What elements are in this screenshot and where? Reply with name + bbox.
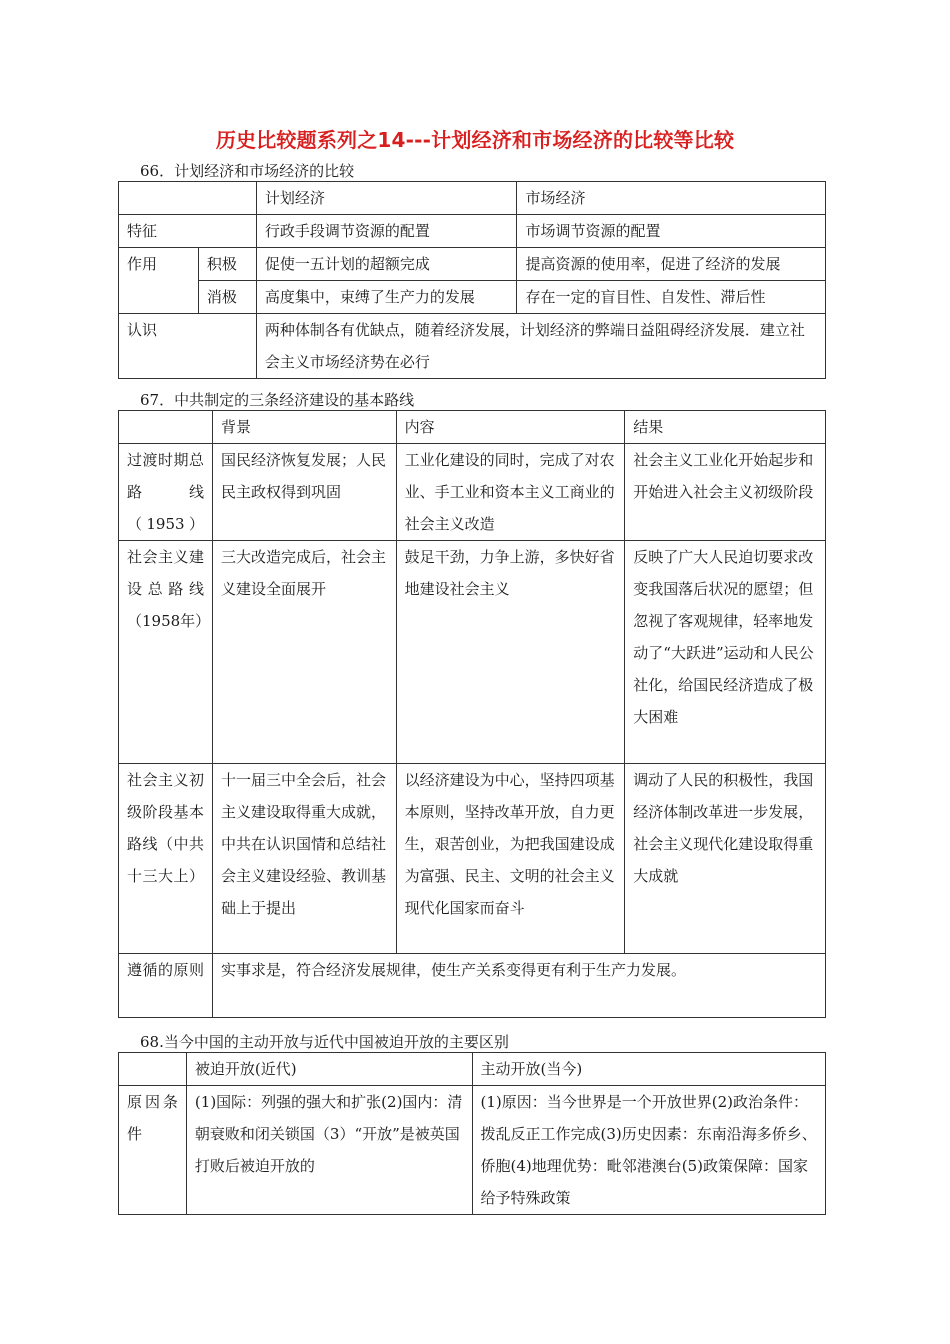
line-content: 工业化建设的同时，完成了对农业、手工业和资本主义工商业的社会主义改造 [396,444,625,541]
line-content: 鼓足干劲，力争上游，多快好省地建设社会主义 [396,541,625,764]
line-result: 反映了广大人民迫切要求改变我国落后状况的愿望；但忽视了客观规律，轻率地发动了“大跃进”运动和人民公社化，给国民经济造成了极大困难 [625,541,826,764]
forced-opening-cause: (1)国际：列强的强大和扩张(2)国内：清朝衰败和闭关锁国（3）“开放”是被英国打败后被迫开放的 [186,1086,472,1215]
feature-planned: 行政手段调节资源的配置 [256,215,517,248]
line-background: 十一届三中全会后，社会主义建设取得重大成就，中共在认识国情和总结社会主义建设经验、教训基础上于提出 [212,764,396,954]
feature-market: 市场调节资源的配置 [517,215,826,248]
section-68-heading: 68.当今中国的主动开放与近代中国被迫开放的主要区别 [140,1033,509,1051]
header-empty-cell [119,1053,187,1086]
header-market: 市场经济 [517,182,826,215]
principle-text: 实事求是，符合经济发展规律，使生产关系变得更有利于生产力发展。 [212,954,825,1018]
section-67-heading: 67．中共制定的三条经济建设的基本路线 [140,391,415,409]
negative-planned: 高度集中，束缚了生产力的发展 [256,281,517,314]
negative-market: 存在一定的盲目性、自发性、滞后性 [517,281,826,314]
line-background: 三大改造完成后，社会主义建设全面展开 [212,541,396,764]
cognition-text: 两种体制各有优缺点，随着经济发展，计划经济的弊端日益阻碍经济发展．建立社会主义市场经济势在必行 [256,314,825,379]
line-name-primary-stage: 社会主义初级阶段基本路线（中共十三大上） [119,764,213,954]
line-result: 社会主义工业化开始起步和开始进入社会主义初级阶段 [625,444,826,541]
line-background: 国民经济恢复发展；人民民主政权得到巩固 [212,444,396,541]
active-opening-cause: (1)原因：当今世界是一个开放世界(2)政治条件：拨乱反正工作完成(3)历史因素：东南沿海多侨乡、侨胞(4)地理优势：毗邻港澳台(5)政策保障：国家给予特殊政策 [472,1086,825,1215]
line-result: 调动了人民的积极性，我国经济体制改革进一步发展，社会主义现代化建设取得重大成就 [625,764,826,954]
opening-comparison-table [118,1052,826,1215]
header-forced-opening: 被迫开放(近代) [186,1053,472,1086]
header-empty-cell [119,411,213,444]
section-66-heading: 66．计划经济和市场经济的比较 [140,162,355,180]
header-background: 背景 [212,411,396,444]
row-label-positive: 积极 [198,248,256,281]
page-title: 历史比较题系列之14---计划经济和市场经济的比较等比较 [215,128,735,152]
header-active-opening: 主动开放(当今) [472,1053,825,1086]
row-label-feature: 特征 [119,215,257,248]
economic-lines-table [118,410,826,1018]
positive-planned: 促使一五计划的超额完成 [256,248,517,281]
positive-market: 提高资源的使用率，促进了经济的发展 [517,248,826,281]
line-name-socialist-construction: 社会主义建设总路线（1958年） [119,541,213,764]
row-label-role: 作用 [119,248,199,314]
header-planned: 计划经济 [256,182,517,215]
row-label-cause: 原因条件 [119,1086,187,1215]
planned-vs-market-table [118,181,826,379]
header-content: 内容 [396,411,625,444]
row-label-cognition: 认识 [119,314,257,379]
header-result: 结果 [625,411,826,444]
header-empty-cell [119,182,257,215]
row-label-principle: 遵循的原则 [119,954,213,1018]
row-label-negative: 消极 [198,281,256,314]
line-content: 以经济建设为中心，坚持四项基本原则，坚持改革开放，自力更生，艰苦创业，为把我国建设成为富强、民主、文明的社会主义现代化国家而奋斗 [396,764,625,954]
line-name-transition: 过渡时期总路线（1953） [119,444,213,541]
